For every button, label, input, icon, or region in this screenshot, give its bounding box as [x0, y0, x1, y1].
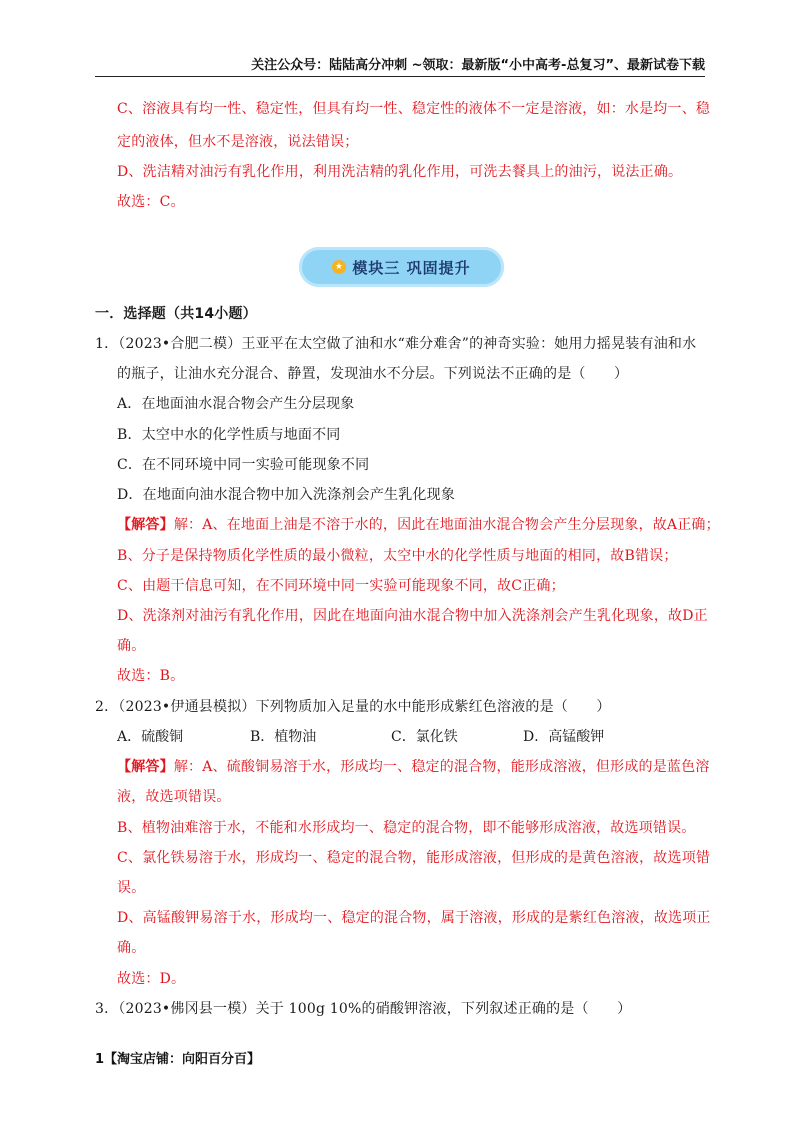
module-badge-label: 模块三 巩固提升 — [352, 258, 471, 277]
q2-options — [117, 726, 604, 746]
q2-answer-line: C、氯化铁易溶于水，形成均一、稳定的混合物，能形成溶液，但形成的是黄色溶液，故选项错 — [117, 850, 711, 866]
q1-option-b: B．太空中水的化学性质与地面不同 — [117, 427, 341, 443]
top-answer-line: 定的液体，但水不是溶液，说法错误； — [117, 134, 359, 150]
q2-stem: 2．（2023•伊通县模拟）下列物质加入足量的水中能形成紫红色溶液的是（ ） — [95, 699, 611, 715]
q2-option-a: A．硫酸铜 — [117, 729, 184, 745]
top-answer-line: D、洗洁精对油污有乳化作用，利用洗洁精的乳化作用，可洗去餐具上的油污，说法正确。 — [117, 164, 683, 180]
top-answer-line: 故选：C。 — [117, 194, 185, 210]
q1-option-a: A．在地面油水混合物会产生分层现象 — [117, 396, 355, 412]
q1-stem-line: 1．（2023•合肥二模）王亚平在太空做了油和水“难分难舍”的神奇实验：她用力摇晃装有油和水 — [95, 336, 697, 352]
q2-answer-line: 液，故选项错误。 — [117, 789, 231, 805]
q1-answer-line: C、由题干信息可知，在不同环境中同一实验可能现象不同，故C正确； — [117, 578, 565, 594]
q1-answer-line: B、分子是保持物质化学性质的最小微粒，太空中水的化学性质与地面的相同，故B错误； — [117, 548, 678, 564]
q1-answer-line: 【解答】解：A、在地面上油是不溶于水的，因此在地面油水混合物会产生分层现象，故A正确； — [117, 517, 720, 533]
q2-answer-line: 误。 — [117, 880, 146, 896]
answer-tag: 【解答】 — [117, 517, 174, 533]
q2-answer-line: B、植物油难溶于水，不能和水形成均一、稳定的混合物，即不能够形成溶液，故选项错误。 — [117, 820, 696, 836]
q2-answer-line: D、高锰酸钾易溶于水，形成均一、稳定的混合物，属于溶液，形成的是紫红色溶液，故选项正 — [117, 910, 711, 926]
q1-option-d: D．在地面向油水混合物中加入洗涤剂会产生乳化现象 — [117, 487, 456, 503]
q2-option-b: B．植物油 — [250, 729, 317, 745]
q1-answer-line: 故选：B。 — [117, 668, 185, 684]
q2-answer-line: 故选：D。 — [117, 971, 186, 987]
q1-option-c: C．在不同环境中同一实验可能现象不同 — [117, 457, 370, 473]
page-footer: 1【淘宝店铺：向阳百分百】 — [95, 1052, 261, 1067]
q1-answer-line: 确。 — [117, 638, 146, 654]
section-title: 一．选择题（共14小题） — [95, 306, 257, 322]
q2-option-c: C．氯化铁 — [391, 729, 458, 745]
module-badge — [299, 247, 504, 287]
page-header: 关注公众号：陆陆高分冲刺 ~领取：最新版“小中高考-总复习”、最新试卷下载 — [95, 54, 705, 77]
top-answer-line: C、溶液具有均一性、稳定性，但具有均一性、稳定性的液体不一定是溶液，如：水是均一、稳 — [117, 101, 711, 117]
q2-answer-line: 【解答】解：A、硫酸铜易溶于水，形成均一、稳定的混合物，能形成溶液，但形成的是蓝色溶 — [117, 759, 710, 775]
q3-stem: 3．（2023•佛冈县一模）关于 100g 10%的硝酸钾溶液，下列叙述正确的是（ ） — [95, 1001, 632, 1017]
q1-stem-line: 的瓶子，让油水充分混合、静置，发现油水不分层。下列说法不正确的是（ ） — [117, 366, 629, 382]
answer-tag: 【解答】 — [117, 759, 174, 775]
q2-answer-line: 确。 — [117, 940, 146, 956]
q2-option-d: D．高锰酸钾 — [523, 729, 605, 745]
medal-icon: ★ — [332, 260, 346, 274]
q1-answer-line: D、洗涤剂对油污有乳化作用，因此在地面向油水混合物中加入洗涤剂会产生乳化现象，故D正 — [117, 608, 708, 624]
